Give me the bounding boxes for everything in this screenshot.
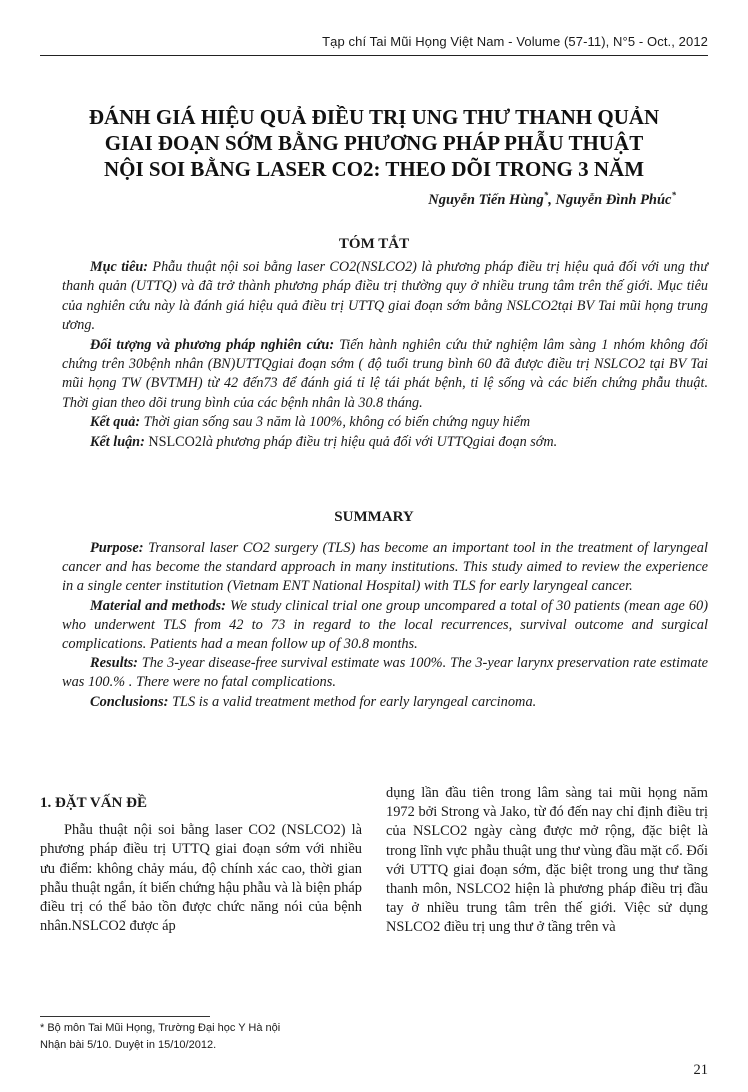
page-number: 21: [693, 1062, 708, 1078]
title-line-3: NỘI SOI BẰNG LASER CO2: THEO DÕI TRONG 3 NĂM: [103, 157, 645, 181]
abstract-vi-conclusion-label: Kết luận:: [90, 433, 145, 450]
abstract-vi-purpose-text: Phẫu thuật nội soi bằng laser CO2(NSLCO2) là phương pháp điều trị hiệu quả đối với ung thư thanh quản (UTTQ) và đã trở thành phương pháp điều trị thường quy ở nhiều trung tâm trên thế giới. Mục tiêu của nghiên cứu này là đánh giá hiệu quả điều trị UTTQ giai đoạn sớm bằng NSLCO2tại BV Tai mũi họng trung ương.: [62, 259, 708, 334]
abstract-vi-conclusion-upright: NSLCO2: [144, 433, 202, 450]
header-rule: [40, 55, 708, 56]
abstract-en-conclusion-text: TLS is a valid treatment method for early laryngeal carcinoma.: [168, 693, 537, 710]
author-2: Nguyễn Đình Phúc: [555, 191, 672, 208]
abstract-vi-conclusion-text: là phương pháp điều trị hiệu quả đối với UTTQgiai đoạn sớm.: [201, 433, 558, 450]
abstract-vi-results: [62, 413, 708, 432]
journal-header: Tạp chí Tai Mũi Họng Việt Nam - Volume (57-11), N°5 - Oct., 2012: [322, 34, 708, 49]
abstract-en-conclusion-label: Conclusions:: [90, 693, 169, 710]
abstract-vi-methods: [62, 336, 708, 414]
abstract-en-purpose-text: Transoral laser CO2 surgery (TLS) has become an important tool in the treatment of laryngeal cancer and has become the standard approach in many institutions. This study aimed to review the experience in a single center institution (Vietnam ENT National Hospital) with TLS for early laryngeal cancer.: [62, 540, 708, 595]
abstract-en-results-label: Results:: [90, 655, 138, 672]
body-column-left: [40, 784, 362, 936]
abstract-en-results-text: The 3-year disease-free survival estimate was 100%. The 3-year larynx preservation rate estimate was 100.% . There were no fatal complications.: [62, 655, 708, 691]
title-line-2: GIAI ĐOẠN SỚM BẰNG PHƯƠNG PHÁP PHẪU THUẬT: [104, 131, 644, 155]
author-1-mark: *: [543, 190, 549, 200]
article-title: [40, 104, 708, 182]
abstract-en-methods: [62, 597, 708, 655]
abstract-vi-conclusion: [62, 433, 708, 452]
body-column-right: [386, 784, 708, 938]
title-line-1: ĐÁNH GIÁ HIỆU QUẢ ĐIỀU TRỊ UNG THƯ THANH QUẢN: [88, 105, 660, 129]
abstract-vi-methods-label: Đối tượng và phương pháp nghiên cứu:: [90, 336, 335, 353]
abstract-en-purpose: [62, 539, 708, 597]
author-separator: ,: [548, 191, 556, 208]
abstract-vi: [62, 258, 708, 452]
abstract-vi-heading: TÓM TẮT: [338, 236, 410, 252]
abstract-vi-results-label: Kết quả:: [90, 414, 141, 431]
abstract-en-conclusion: [62, 693, 708, 712]
body-paragraph-right: dụng lần đầu tiên trong lâm sàng tai mũi họng năm 1972 bởi Strong và Jako, từ đó đến nay chỉ định điều trị của NSLCO2 ngày càng được mở rộng, đặc biệt là trong lĩnh vực phẫu thuật ung thư vùng đầu mặt cổ. Đối với UTTQ giai đoạn sớm, đặc biệt trong ung thư tầng thanh môn, NSLCO2 hiện là phương pháp điều trị đầu tay ở nhiều trung tâm trên thế giới. Việc sử dụng NSLCO2 điều trị ung thư ở tầng trên và: [386, 785, 708, 936]
abstract-en-methods-label: Material and methods:: [90, 597, 226, 614]
author-2-mark: *: [671, 190, 676, 200]
footnote-affiliation: * Bộ môn Tai Mũi Họng, Trường Đại học Y Hà nội: [40, 1022, 281, 1034]
footnote-rule: [40, 1016, 210, 1017]
abstract-en-results: [62, 654, 708, 692]
authors: [428, 190, 676, 209]
abstract-en: [62, 539, 708, 712]
abstract-vi-purpose-label: Mục tiêu:: [90, 259, 149, 275]
abstract-en-purpose-label: Purpose:: [90, 540, 144, 556]
author-1: Nguyễn Tiến Hùng: [428, 191, 544, 208]
abstract-vi-results-text: Thời gian sống sau 3 năm là 100%, không có biến chứng nguy hiểm: [140, 414, 531, 431]
abstract-vi-methods-text: Tiến hành nghiên cứu thử nghiệm lâm sàng 1 nhóm không đối chứng trên 30bệnh nhân (BN)UTTQgiai đoạn sớm ( độ tuổi trung bình 60 đã được điều trị NSLCO2 tại BV Tai mũi họng TW (BVTMH) từ 42 đến73 để đánh giá tỉ lệ tái phát bệnh, tỉ lệ sống và các biến chứng phẫu thuật. Thời gian theo dõi trung bình của các bệnh nhân là 30.8 tháng.: [62, 336, 708, 411]
footnote-dates: Nhận bài 5/10. Duyệt in 15/10/2012.: [40, 1039, 217, 1051]
abstract-en-heading: SUMMARY: [334, 509, 414, 525]
section-title: 1. ĐẶT VẤN ĐỀ: [40, 795, 147, 811]
body-paragraph-left: Phẫu thuật nội soi bằng laser CO2 (NSLCO2) là phương pháp điều trị UTTQ giai đoạn sớm với nhiều ưu điểm: không chảy máu, độ chính xác cao, thời gian phẫu thuật ngắn, ít biến chứng hậu phẫu và là biện pháp điều trị có thể bảo tồn được chức năng nói của bệnh nhân.NSLCO2 được áp: [40, 822, 362, 935]
footnote: [40, 1020, 370, 1054]
abstract-vi-purpose: [62, 258, 708, 336]
abstract-en-methods-text: We study clinical trial one group uncompared a total of 30 patients (mean age 60) who underwent TLS from 42 to 73 in regard to the local recurrences, survival outcome and surgical complications. Patients had a mean follow up of 30.8 months.: [62, 597, 709, 653]
